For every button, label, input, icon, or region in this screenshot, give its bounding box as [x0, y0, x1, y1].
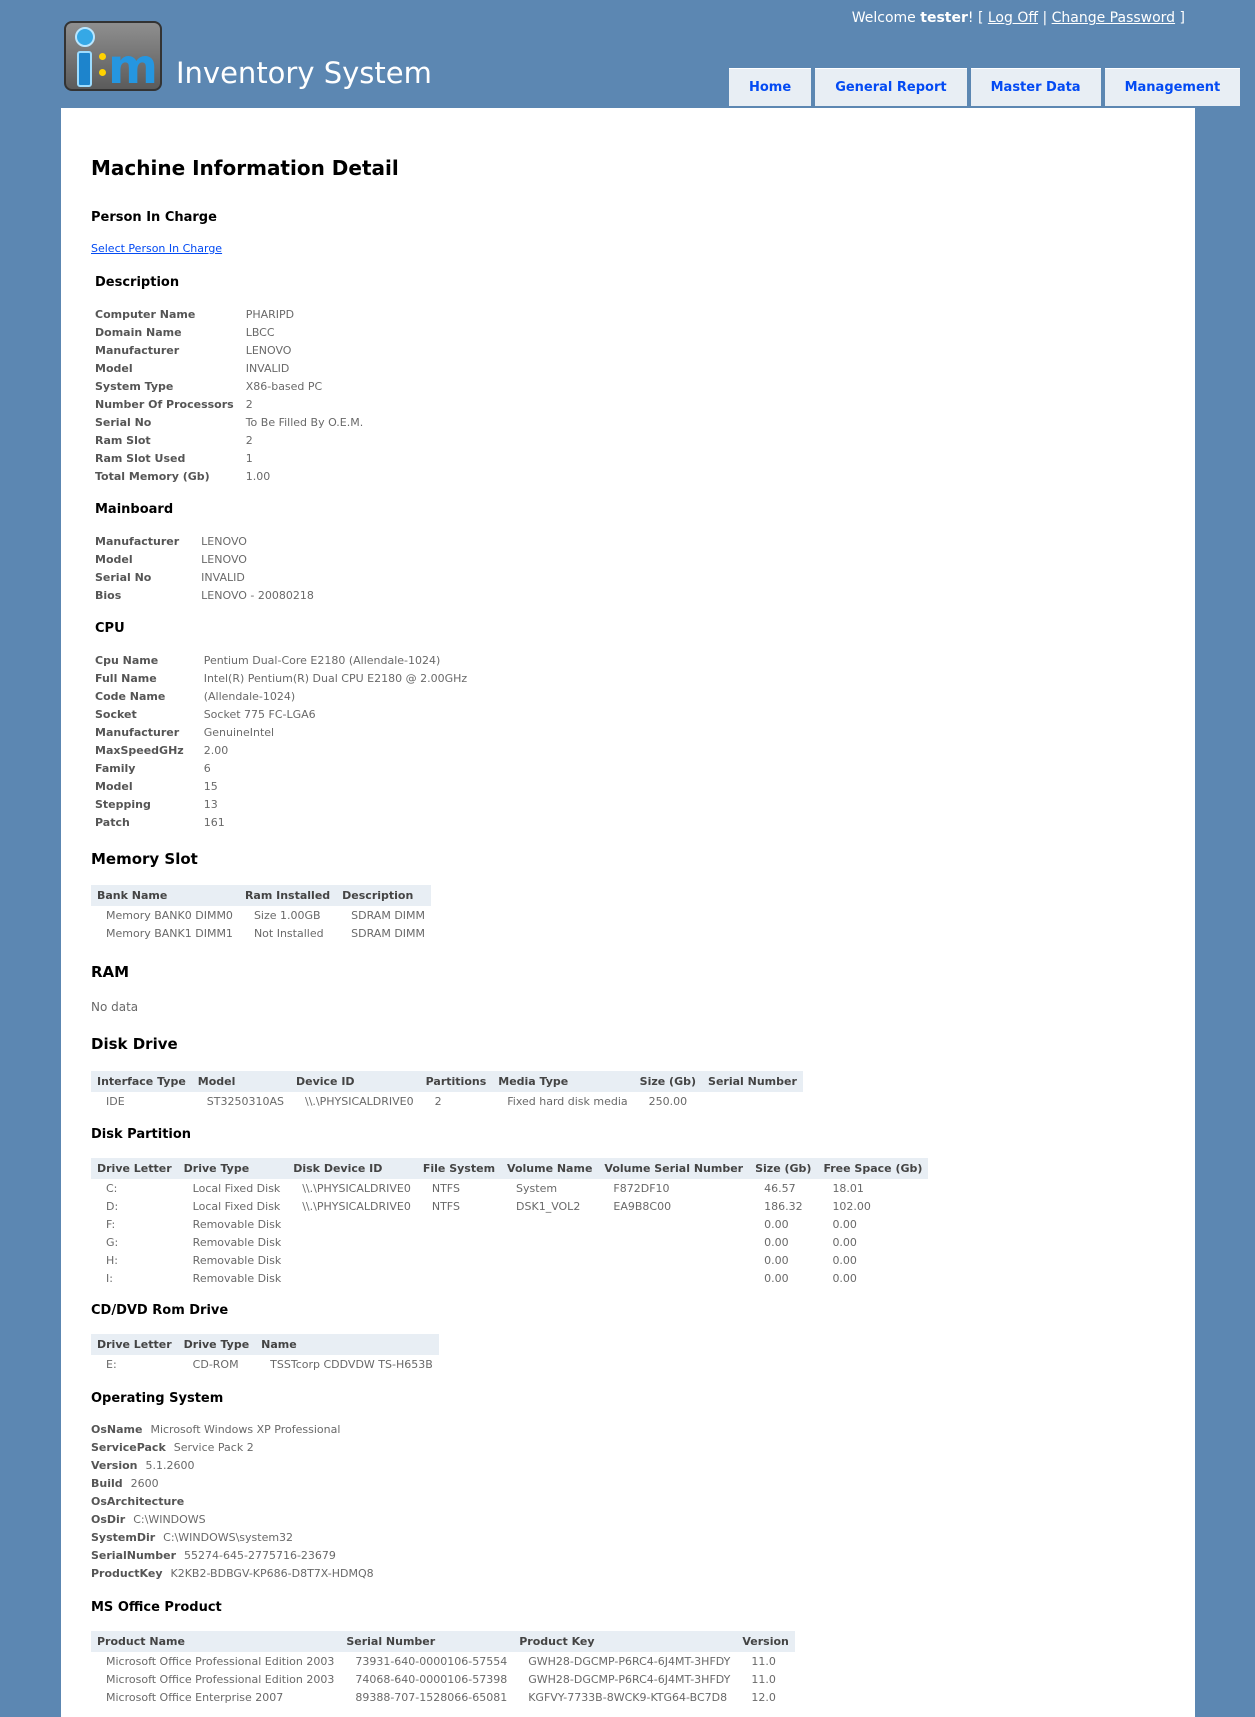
description-label: Ram Slot Used [95, 451, 186, 465]
os-value: 55274-645-2775716-23679 [184, 1549, 336, 1562]
office-cell-product-key: GWH28-DGCMP-P6RC4-6J4MT-3HFDY [528, 1654, 731, 1668]
description-label: Ram Slot [95, 433, 151, 447]
cpu-value: 2.00 [203, 743, 229, 757]
table-row [91, 1179, 928, 1197]
disk-partition-cell-drive-type: Local Fixed Disk [192, 1199, 281, 1213]
os-row-build [91, 1475, 374, 1493]
os-row-serialnumber [91, 1547, 374, 1565]
memory-slot-header-row [91, 885, 431, 906]
mainboard-value: INVALID [201, 570, 245, 584]
table-row [91, 924, 431, 942]
disk-drive-cell-interface-type: IDE [106, 1094, 125, 1108]
description-row-computer-name [95, 305, 371, 323]
disk-partition-cell-drive-letter: H: [106, 1253, 118, 1267]
os-heading: Operating System [91, 1391, 224, 1406]
description-label: Serial No [95, 415, 152, 429]
mainboard-row-serial-no [95, 568, 322, 586]
table-row [91, 1251, 928, 1269]
table-row [91, 1197, 928, 1215]
office-cell-serial-number: 74068-640-0000106-57398 [355, 1672, 508, 1686]
app-title: Inventory System [176, 56, 432, 90]
table-row [91, 1670, 795, 1688]
disk-drive-table [91, 1071, 803, 1110]
disk-drive-cell-partitions: 2 [434, 1094, 442, 1108]
os-row-osname [91, 1421, 374, 1439]
cpu-row-socket [95, 705, 475, 723]
disk-partition-cell-drive-type: Removable Disk [192, 1253, 282, 1267]
disk-partition-col-drive-type: Drive Type [178, 1158, 288, 1179]
os-value: 2600 [130, 1477, 159, 1490]
cpu-label: Model [95, 779, 133, 793]
cpu-label: Full Name [95, 671, 157, 685]
disk-partition-cell-drive-type: Removable Disk [192, 1235, 282, 1249]
logoff-link[interactable]: Log Off [987, 10, 1038, 26]
os-label: OsDir [91, 1513, 126, 1526]
os-details [91, 1421, 374, 1583]
cdrom-col-name: Name [255, 1334, 439, 1355]
os-label: OsName [91, 1423, 143, 1436]
disk-partition-cell-volume-serial-number [598, 1233, 749, 1251]
disk-partition-col-free-space-gb: Free Space (Gb) [817, 1158, 928, 1179]
cpu-label: Code Name [95, 689, 166, 703]
disk-partition-cell-volume-name: System [516, 1181, 558, 1195]
table-row [91, 1688, 795, 1706]
description-row-domain-name [95, 323, 371, 341]
cpu-value: Intel(R) Pentium(R) Dual CPU E2180 @ 2.00GHz [203, 671, 468, 685]
cpu-value: Socket 775 FC-LGA6 [203, 707, 316, 721]
disk-drive-col-device-id: Device ID [290, 1071, 420, 1092]
disk-partition-cell-volume-name: DSK1_VOL2 [516, 1199, 581, 1213]
mainboard-value: LENOVO - 20080218 [201, 588, 314, 602]
description-value: LENOVO [245, 343, 292, 357]
description-value: LBCC [245, 325, 275, 339]
cpu-row-model [95, 777, 475, 795]
cpu-label: Family [95, 761, 136, 775]
cpu-value: 13 [203, 797, 218, 811]
description-label: Number Of Processors [95, 397, 234, 411]
office-col-product-key: Product Key [513, 1631, 736, 1652]
welcome-suffix: ! [967, 10, 974, 26]
memory-slot-heading: Memory Slot [91, 850, 198, 868]
cpu-value: (Allendale-1024) [203, 689, 296, 703]
description-row-model [95, 359, 371, 377]
disk-drive-cell-device-id: \\.\PHYSICALDRIVE0 [305, 1094, 414, 1108]
disk-partition-cell-free-space-gb: 18.01 [832, 1181, 864, 1195]
memory-slot-cell-description: SDRAM DIMM [351, 908, 426, 922]
menu-item-master-data[interactable]: Master Data [971, 68, 1101, 106]
memory-slot-cell-ram-installed: Size 1.00GB [253, 908, 321, 922]
cpu-value: 161 [203, 815, 225, 829]
cdrom-col-drive-letter: Drive Letter [91, 1334, 178, 1355]
mainboard-row-model [95, 550, 322, 568]
disk-partition-cell-free-space-gb: 0.00 [832, 1271, 857, 1285]
office-cell-version: 12.0 [751, 1690, 776, 1704]
cpu-row-maxspeedghz [95, 741, 475, 759]
disk-drive-col-model: Model [192, 1071, 290, 1092]
change-password-link[interactable]: Change Password [1051, 10, 1176, 26]
select-person-in-charge-link[interactable]: Select Person In Charge [91, 242, 223, 255]
description-label: Domain Name [95, 325, 182, 339]
disk-partition-cell-file-system [417, 1269, 501, 1287]
disk-partition-cell-file-system [417, 1251, 501, 1269]
disk-drive-cell-size-gb: 250.00 [648, 1094, 688, 1108]
disk-partition-cell-drive-letter: F: [106, 1217, 116, 1231]
os-label: SerialNumber [91, 1549, 177, 1562]
disk-drive-heading: Disk Drive [91, 1035, 178, 1053]
office-col-serial-number: Serial Number [340, 1631, 513, 1652]
disk-partition-cell-size-gb: 46.57 [764, 1181, 796, 1195]
description-row-ram-slot-used [95, 449, 371, 467]
bracket-open: [ [977, 10, 984, 26]
disk-partition-cell-volume-name [501, 1215, 598, 1233]
memory-slot-col-ram-installed: Ram Installed [239, 885, 336, 906]
cdrom-table [91, 1334, 439, 1373]
office-cell-product-key: KGFVY-7733B-8WCK9-KTG64-BC7D8 [528, 1690, 728, 1704]
os-value: Microsoft Windows XP Professional [150, 1423, 341, 1436]
office-col-product-name: Product Name [91, 1631, 340, 1652]
disk-partition-cell-free-space-gb: 0.00 [832, 1235, 857, 1249]
table-row [91, 1215, 928, 1233]
table-row [91, 1092, 803, 1110]
disk-drive-cell-serial-number [702, 1092, 803, 1110]
os-row-servicepack [91, 1439, 374, 1457]
os-label: OsArchitecture [91, 1495, 185, 1508]
memory-slot-cell-bank-name: Memory BANK0 DIMM0 [106, 908, 233, 922]
page-title: Machine Information Detail [91, 156, 399, 180]
description-value: PHARIPD [245, 307, 295, 321]
cpu-label: MaxSpeedGHz [95, 743, 184, 757]
os-label: ProductKey [91, 1567, 163, 1580]
disk-partition-heading: Disk Partition [91, 1127, 192, 1142]
disk-partition-cell-file-system: NTFS [431, 1199, 460, 1213]
disk-partition-cell-size-gb: 0.00 [764, 1217, 789, 1231]
mainboard-label: Serial No [95, 570, 152, 584]
office-heading: MS Office Product [91, 1600, 222, 1615]
menu-item-home[interactable]: Home [729, 68, 811, 106]
cpu-value: 15 [203, 779, 218, 793]
disk-drive-col-serial-number: Serial Number [702, 1071, 803, 1092]
disk-drive-col-partitions: Partitions [420, 1071, 493, 1092]
cdrom-cell-name: TSSTcorp CDDVDW TS-H653B [270, 1357, 433, 1371]
os-value: Service Pack 2 [173, 1441, 254, 1454]
description-table [95, 305, 371, 485]
cpu-heading: CPU [95, 621, 125, 636]
description-row-system-type [95, 377, 371, 395]
description-label: Model [95, 361, 133, 375]
link-separator: | [1042, 10, 1048, 26]
disk-partition-cell-drive-type: Local Fixed Disk [192, 1181, 281, 1195]
disk-partition-col-drive-letter: Drive Letter [91, 1158, 178, 1179]
disk-partition-cell-drive-letter: C: [106, 1181, 118, 1195]
cpu-value: GenuineIntel [203, 725, 275, 739]
disk-partition-cell-volume-serial-number [598, 1251, 749, 1269]
os-label: Build [91, 1477, 123, 1490]
disk-partition-col-volume-name: Volume Name [501, 1158, 598, 1179]
disk-partition-cell-volume-serial-number: EA9B8C00 [613, 1199, 672, 1213]
disk-partition-cell-disk-device-id: \\.\PHYSICALDRIVE0 [302, 1181, 411, 1195]
cpu-row-stepping [95, 795, 475, 813]
os-value: C:\WINDOWS [133, 1513, 206, 1526]
header [0, 0, 1255, 108]
cpu-label: Stepping [95, 797, 151, 811]
memory-slot-cell-description: SDRAM DIMM [351, 926, 426, 940]
disk-partition-cell-free-space-gb: 0.00 [832, 1253, 857, 1267]
office-cell-product-key: GWH28-DGCMP-P6RC4-6J4MT-3HFDY [528, 1672, 731, 1686]
os-label: Version [91, 1459, 138, 1472]
menu-item-management[interactable]: Management [1105, 68, 1241, 106]
disk-partition-cell-drive-letter: I: [106, 1271, 113, 1285]
disk-drive-cell-media-type: Fixed hard disk media [507, 1094, 628, 1108]
table-row [91, 1233, 928, 1251]
office-cell-version: 11.0 [751, 1654, 776, 1668]
os-value: C:\WINDOWS\system32 [163, 1531, 294, 1544]
office-cell-version: 11.0 [751, 1672, 776, 1686]
office-cell-product-name: Microsoft Office Enterprise 2007 [106, 1690, 284, 1704]
description-value: X86-based PC [245, 379, 323, 393]
memory-slot-col-bank-name: Bank Name [91, 885, 239, 906]
person-in-charge-heading: Person In Charge [91, 210, 217, 225]
disk-partition-cell-free-space-gb: 0.00 [832, 1217, 857, 1231]
office-col-version: Version [736, 1631, 795, 1652]
disk-partition-cell-file-system: NTFS [431, 1181, 460, 1195]
cpu-row-family [95, 759, 475, 777]
disk-partition-cell-size-gb: 0.00 [764, 1235, 789, 1249]
description-heading: Description [95, 275, 180, 290]
cpu-row-full-name [95, 669, 475, 687]
disk-partition-cell-size-gb: 186.32 [764, 1199, 803, 1213]
cpu-row-patch [95, 813, 475, 831]
cpu-value: 6 [203, 761, 211, 775]
disk-partition-cell-volume-name [501, 1269, 598, 1287]
description-row-ram-slot [95, 431, 371, 449]
disk-partition-cell-disk-device-id [287, 1269, 417, 1287]
mainboard-row-bios [95, 586, 322, 604]
ram-heading: RAM [91, 963, 130, 981]
table-row [91, 906, 431, 924]
cpu-value: Pentium Dual-Core E2180 (Allendale-1024) [203, 653, 441, 667]
memory-slot-table [91, 885, 431, 942]
disk-partition-cell-volume-serial-number [598, 1215, 749, 1233]
welcome-prefix: Welcome [851, 10, 916, 26]
disk-partition-col-volume-serial-number: Volume Serial Number [598, 1158, 749, 1179]
disk-partition-col-disk-device-id: Disk Device ID [287, 1158, 417, 1179]
table-row [91, 1269, 928, 1287]
os-row-productkey [91, 1565, 374, 1583]
office-table [91, 1631, 795, 1706]
office-cell-product-name: Microsoft Office Professional Edition 2003 [106, 1672, 335, 1686]
ram-no-data: No data [91, 1000, 139, 1014]
mainboard-label: Manufacturer [95, 534, 180, 548]
cpu-label: Socket [95, 707, 137, 721]
cdrom-header-row [91, 1334, 439, 1355]
description-value: 2 [245, 397, 253, 411]
mainboard-label: Model [95, 552, 133, 566]
os-row-version [91, 1457, 374, 1475]
disk-drive-col-size-gb: Size (Gb) [634, 1071, 702, 1092]
os-value: K2KB2-BDBGV-KP686-D8T7X-HDMQ8 [170, 1567, 374, 1580]
disk-partition-col-size-gb: Size (Gb) [749, 1158, 817, 1179]
cpu-label: Manufacturer [95, 725, 180, 739]
login-display [852, 10, 1185, 26]
description-value: INVALID [245, 361, 290, 375]
os-label: SystemDir [91, 1531, 156, 1544]
disk-partition-col-file-system: File System [417, 1158, 501, 1179]
description-value: 2 [245, 433, 253, 447]
description-label: System Type [95, 379, 174, 393]
cdrom-cell-drive-type: CD-ROM [192, 1357, 239, 1371]
im-logo: m [64, 21, 162, 91]
cpu-row-cpu-name [95, 651, 475, 669]
disk-drive-header-row [91, 1071, 803, 1092]
cdrom-heading: CD/DVD Rom Drive [91, 1303, 229, 1318]
disk-partition-cell-file-system [417, 1215, 501, 1233]
disk-partition-cell-size-gb: 0.00 [764, 1271, 789, 1285]
memory-slot-col-description: Description [336, 885, 431, 906]
mainboard-label: Bios [95, 588, 122, 602]
disk-partition-cell-size-gb: 0.00 [764, 1253, 789, 1267]
office-cell-product-name: Microsoft Office Professional Edition 2003 [106, 1654, 335, 1668]
memory-slot-cell-bank-name: Memory BANK1 DIMM1 [106, 926, 233, 940]
disk-partition-cell-volume-name [501, 1233, 598, 1251]
description-label: Computer Name [95, 307, 196, 321]
cpu-label: Patch [95, 815, 130, 829]
office-cell-serial-number: 89388-707-1528066-65081 [355, 1690, 508, 1704]
os-row-osdir [91, 1511, 374, 1529]
table-row [91, 1652, 795, 1670]
office-cell-serial-number: 73931-640-0000106-57554 [355, 1654, 508, 1668]
cpu-row-code-name [95, 687, 475, 705]
cpu-label: Cpu Name [95, 653, 159, 667]
cpu-row-manufacturer [95, 723, 475, 741]
mainboard-row-manufacturer [95, 532, 322, 550]
disk-partition-cell-drive-type: Removable Disk [192, 1217, 282, 1231]
mainboard-value: LENOVO [201, 534, 247, 548]
disk-partition-table [91, 1158, 928, 1287]
disk-partition-cell-drive-letter: D: [106, 1199, 119, 1213]
disk-partition-cell-file-system [417, 1233, 501, 1251]
disk-drive-col-interface-type: Interface Type [91, 1071, 192, 1092]
description-row-manufacturer [95, 341, 371, 359]
disk-drive-col-media-type: Media Type [492, 1071, 633, 1092]
memory-slot-cell-ram-installed: Not Installed [253, 926, 324, 940]
main-content [61, 108, 1195, 1717]
cdrom-cell-drive-letter: E: [106, 1357, 117, 1371]
description-value: 1.00 [245, 469, 271, 483]
disk-partition-cell-free-space-gb: 102.00 [832, 1199, 871, 1213]
username: tester [920, 10, 968, 26]
os-row-systemdir [91, 1529, 374, 1547]
disk-partition-cell-disk-device-id [287, 1215, 417, 1233]
description-row-total-memory-gb [95, 467, 371, 485]
disk-partition-cell-volume-serial-number [598, 1269, 749, 1287]
table-row [91, 1355, 439, 1373]
disk-partition-cell-drive-letter: G: [106, 1235, 119, 1249]
bracket-close: ] [1179, 10, 1185, 26]
cpu-table [95, 651, 475, 831]
disk-drive-cell-model: ST3250310AS [206, 1094, 284, 1108]
disk-partition-cell-volume-serial-number: F872DF10 [613, 1181, 670, 1195]
disk-partition-cell-disk-device-id [287, 1233, 417, 1251]
mainboard-value: LENOVO [201, 552, 247, 566]
disk-partition-cell-volume-name [501, 1251, 598, 1269]
disk-partition-header-row [91, 1158, 928, 1179]
os-value: 5.1.2600 [145, 1459, 195, 1472]
mainboard-table [95, 532, 322, 604]
description-value: To Be Filled By O.E.M. [245, 415, 364, 429]
description-row-number-of-processors [95, 395, 371, 413]
os-row-osarchitecture [91, 1493, 374, 1511]
description-label: Manufacturer [95, 343, 180, 357]
mainboard-heading: Mainboard [95, 502, 174, 517]
main-menu [729, 68, 1240, 106]
office-header-row [91, 1631, 795, 1652]
disk-partition-cell-disk-device-id: \\.\PHYSICALDRIVE0 [302, 1199, 411, 1213]
cdrom-col-drive-type: Drive Type [178, 1334, 256, 1355]
disk-partition-cell-drive-type: Removable Disk [192, 1271, 282, 1285]
description-label: Total Memory (Gb) [95, 469, 210, 483]
os-label: ServicePack [91, 1441, 166, 1454]
description-row-serial-no [95, 413, 371, 431]
description-value: 1 [245, 451, 253, 465]
menu-item-general-report[interactable]: General Report [815, 68, 966, 106]
disk-partition-cell-disk-device-id [287, 1251, 417, 1269]
